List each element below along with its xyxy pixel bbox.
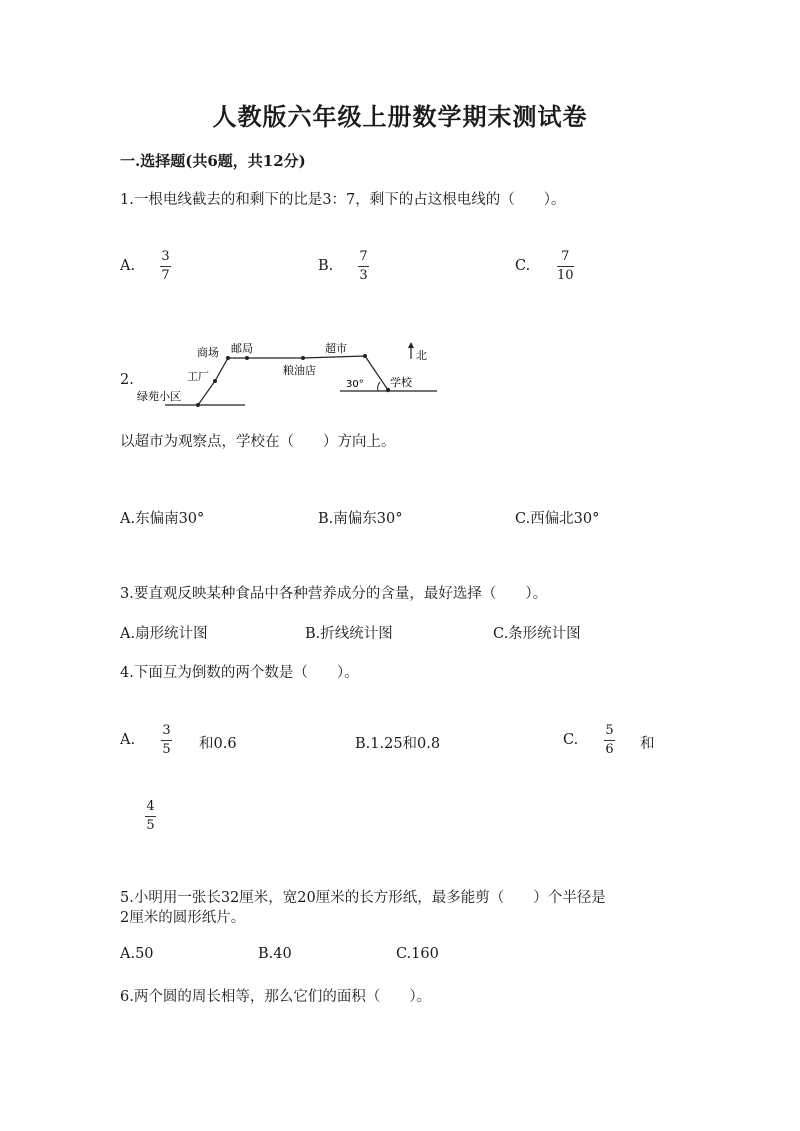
q4-option-a-rest: 和0.6 bbox=[199, 736, 237, 752]
question-5-line-1: 5.小明用一张长32厘米，宽20厘米的长方形纸，最多能剪（ ）个半径是 bbox=[120, 890, 606, 906]
fraction-denominator: 6 bbox=[605, 742, 614, 757]
q1-option-a-fraction bbox=[160, 250, 171, 283]
fraction-denominator: 5 bbox=[146, 818, 155, 833]
label-north: 北 bbox=[416, 349, 427, 362]
q3-option-c: C.条形统计图 bbox=[493, 626, 581, 642]
label-xuexiao: 学校 bbox=[390, 376, 412, 389]
point-liangyoudian bbox=[301, 356, 305, 360]
point-shangchang bbox=[226, 356, 230, 360]
fraction-bar bbox=[604, 740, 615, 741]
point-gongchang bbox=[213, 379, 217, 383]
angle-arc bbox=[378, 382, 380, 391]
question-4-text: 4.下面互为倒数的两个数是（ ）。 bbox=[120, 665, 359, 681]
q1-option-b-fraction bbox=[358, 250, 369, 283]
section-heading: 一.选择题(共6题，共12分) bbox=[120, 152, 306, 170]
fraction-bar bbox=[145, 816, 156, 817]
question-6-text: 6.两个圆的周长相等，那么它们的面积（ ）。 bbox=[120, 989, 432, 1005]
label-gongchang: 工厂 bbox=[187, 370, 209, 383]
label-shangchang: 商场 bbox=[197, 346, 219, 359]
north-arrow-head bbox=[408, 342, 414, 348]
point-chaoshi bbox=[363, 354, 367, 358]
fraction-numerator: 4 bbox=[146, 799, 155, 814]
q2-option-c: C.西偏北30° bbox=[515, 511, 600, 527]
q5-option-c: C.160 bbox=[396, 946, 439, 962]
fraction-denominator: 5 bbox=[162, 742, 171, 757]
fraction-numerator: 7 bbox=[359, 249, 368, 264]
question-3-text: 3.要直观反映某种食品中各种营养成分的含量，最好选择（ ）。 bbox=[120, 586, 548, 602]
point-lvyuan bbox=[196, 403, 200, 407]
fraction-bar bbox=[358, 266, 369, 267]
q4-option-a-label: A. bbox=[120, 732, 136, 748]
q4-option-c-second-fraction bbox=[145, 800, 156, 833]
q1-option-a-label: A. bbox=[120, 258, 136, 274]
question-2-number: 2. bbox=[120, 372, 134, 388]
fraction-numerator: 5 bbox=[605, 723, 614, 738]
fraction-denominator: 3 bbox=[359, 268, 368, 283]
q4-option-c-fraction bbox=[604, 724, 615, 757]
q2-option-a: A.东偏南30° bbox=[120, 511, 205, 527]
label-lvyuan: 绿苑小区 bbox=[137, 390, 181, 403]
fraction-denominator: 10 bbox=[557, 268, 574, 283]
q5-option-a: A.50 bbox=[120, 946, 154, 962]
q3-option-a: A.扇形统计图 bbox=[120, 626, 208, 642]
fraction-numerator: 3 bbox=[161, 249, 170, 264]
q1-option-c-fraction bbox=[557, 250, 574, 283]
question-2-text: 以超市为观察点，学校在（ ）方向上。 bbox=[120, 434, 396, 450]
fraction-numerator: 7 bbox=[561, 249, 570, 264]
fraction-numerator: 3 bbox=[162, 723, 171, 738]
label-liangyoudian: 粮油店 bbox=[283, 364, 316, 377]
q4-option-b: B.1.25和0.8 bbox=[355, 736, 441, 752]
q4-option-c-and: 和 bbox=[640, 736, 655, 752]
q4-option-c-label: C. bbox=[563, 732, 579, 748]
fraction-bar bbox=[160, 266, 171, 267]
question-5-line-2: 2厘米的圆形纸片。 bbox=[120, 910, 246, 926]
fraction-bar bbox=[161, 740, 172, 741]
page-title: 人教版六年级上册数学期末测试卷 bbox=[212, 102, 588, 131]
fraction-denominator: 7 bbox=[161, 268, 170, 283]
label-chaoshi: 超市 bbox=[325, 342, 347, 355]
q2-option-b: B.南偏东30° bbox=[318, 511, 403, 527]
fraction-bar bbox=[557, 266, 574, 267]
q4-option-a-fraction bbox=[161, 724, 172, 757]
route-map-diagram bbox=[135, 338, 445, 410]
label-angle: 30° bbox=[346, 379, 364, 390]
label-youju: 邮局 bbox=[231, 342, 253, 355]
q3-option-b: B.折线统计图 bbox=[305, 626, 393, 642]
q5-option-b: B.40 bbox=[258, 946, 292, 962]
question-1-text: 1.一根电线截去的和剩下的比是3：7，剩下的占这根电线的（ ）。 bbox=[120, 192, 566, 208]
q1-option-b-label: B. bbox=[318, 258, 334, 274]
q1-option-c-label: C. bbox=[515, 258, 531, 274]
point-youju bbox=[245, 356, 249, 360]
